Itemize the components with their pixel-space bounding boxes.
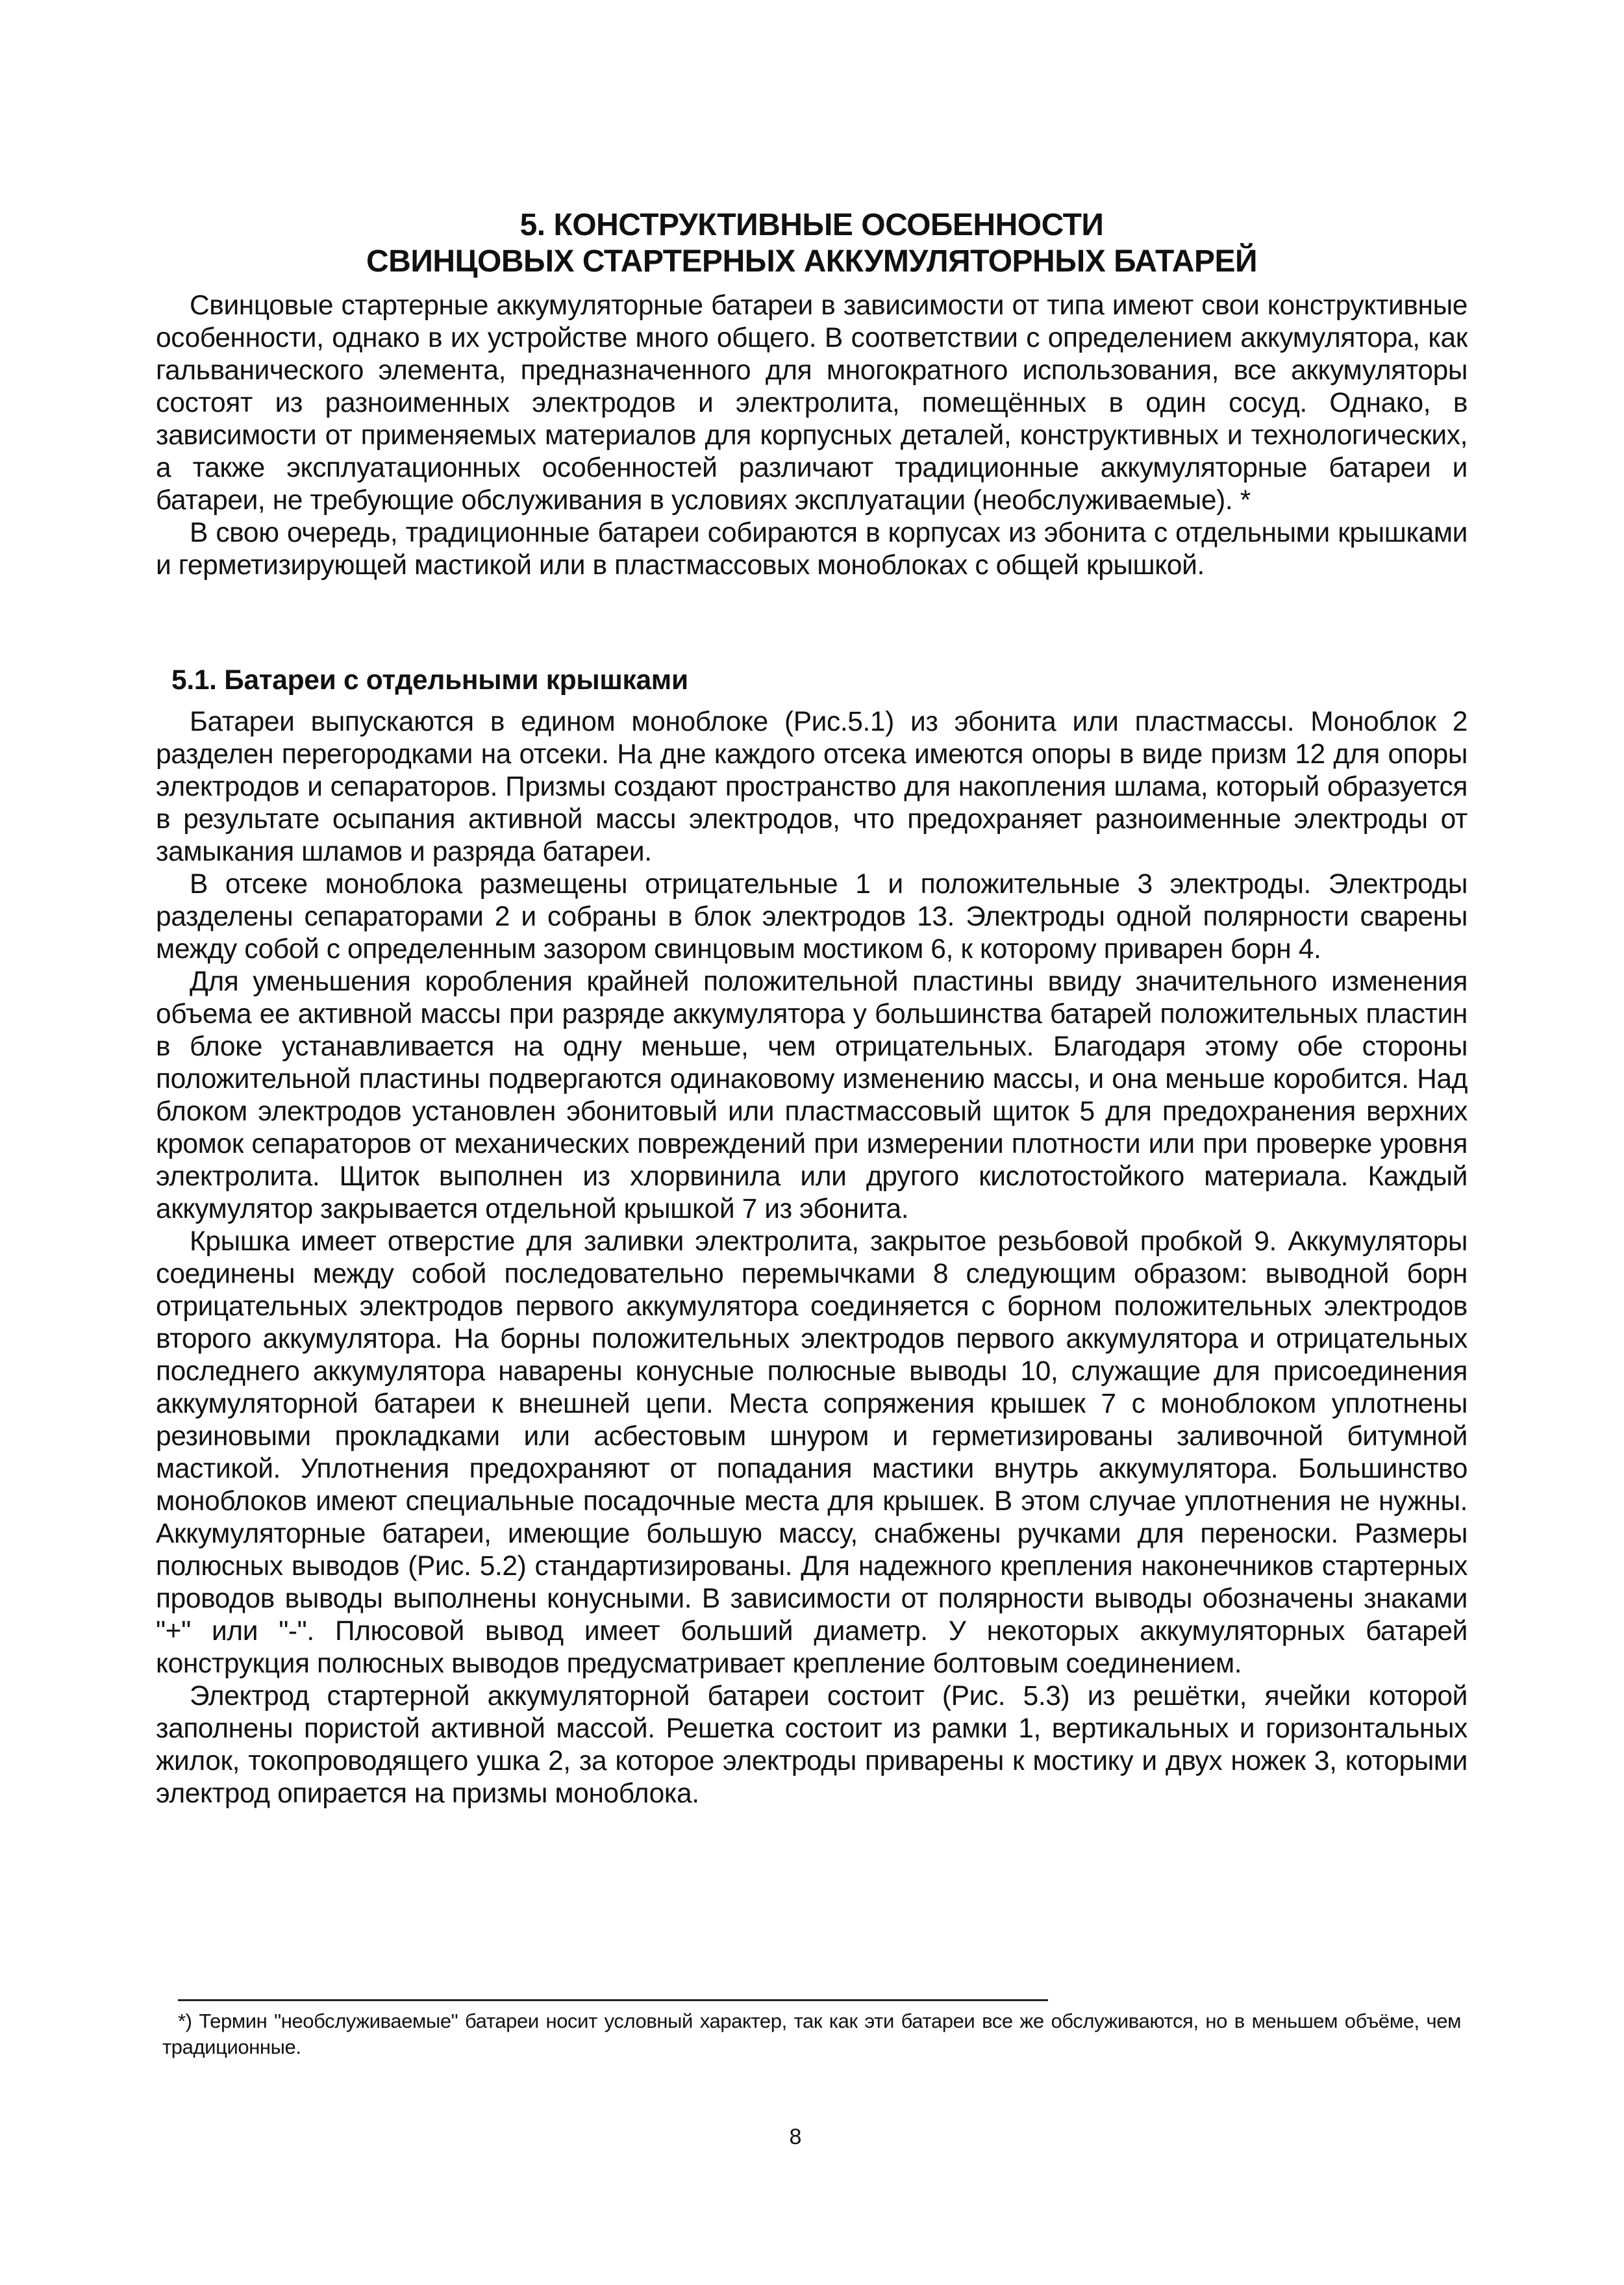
footnote-divider <box>178 1999 1048 2001</box>
section-5-1 <box>156 654 1468 1810</box>
paragraph: Батареи выпускаются в едином моноблоке (Рис.5.1) из эбонита или пластмассы. Моноблок 2 разделен перегородками на отсеки. На дне каждого отсека имеются опоры в виде призм 12 для опоры электродов и сепараторов. Призмы создают пространство для накопления шлама, который образуется в результате осыпания активной массы электродов, что предохраняет разноименные электроды от замыкания шламов и разряда батареи. <box>156 707 1468 867</box>
intro-text <box>156 290 1468 582</box>
chapter-title-line-2: СВИНЦОВЫХ СТАРТЕРНЫХ АККУМУЛЯТОРНЫХ БАТАРЕЙ <box>366 244 1257 279</box>
paragraph: В отсеке моноблока размещены отрицательные 1 и положительные 3 электроды. Электроды разделены сепараторами 2 и собраны в блок электродов 13. Электроды одной полярности сварены между собой с определенным зазором свинцовым мостиком 6, к которому приварен борн 4. <box>156 869 1468 965</box>
paragraph: Для уменьшения коробления крайней положительной пластины ввиду значительного изменения объема ее активной массы при разряде аккумулятора у большинства батарей положительных пластин в блоке устанавливается на одну меньше, чем отрицательных. Благодаря этому обе стороны положительной пластины подвергаются одинаковому изменению массы, и она меньше коробится. Над блоком электродов установлен эбонитовый или пластмассовый щиток 5 для предохранения верхних кромок сепараторов от механических повреждений при измерении плотности или при проверке уровня электролита. Щиток выполнен из хлорвинила или другого кислотостойкого материала. Каждый аккумулятор закрывается отдельной крышкой 7 из эбонита. <box>156 966 1468 1224</box>
footnote: *) Термин "необслуживаемые" батареи носит условный характер, так как эти батареи все же обслуживаются, но в меньшем объёме, чем традиционные. <box>162 2010 1461 2058</box>
section-heading: 5.1. Батареи с отдельными крышками <box>171 665 688 696</box>
paragraph: Крышка имеет отверстие для заливки электролита, закрытое резьбовой пробкой 9. Аккумуляторы соединены между собой последовательно перемычками 8 следующим образом: выводной борн отрицательных электродов первого аккумулятора соединяется с борном положительных электродов второго аккумулятора. На борны положительных электродов первого аккумулятора и отрицательных последнего аккумулятора наварены конусные полюсные выводы 10, служащие для присоединения аккумуляторной батареи к внешней цепи. Места сопряжения крышек 7 с моноблоком уплотнены резиновыми прокладками или асбестовым шнуром и герметизированы заливочной битумной мастикой. Уплотнения предохраняют от попадания мастики внутрь аккумулятора. Большинство моноблоков имеют специальные посадочные места для крышек. В этом случае уплотнения не нужны. Аккумуляторные батареи, имеющие большую массу, снабжены ручками для переноски. Размеры полюсных выводов (Рис. 5.2) стандартизированы. Для надежного крепления наконечников стартерных проводов выводы выполнены конусными. В зависимости от полярности выводы обозначены знаками "+" или "-". Плюсовой вывод имеет больший диаметр. У некоторых аккумуляторных батарей конструкция полюсных выводов предусматривает крепление болтовым соединением. <box>156 1226 1468 1679</box>
page-number: 8 <box>789 2125 802 2149</box>
paragraph: Электрод стартерной аккумуляторной батареи состоит (Рис. 5.3) из решётки, ячейки которой заполнены пористой активной массой. Решетка состоит из рамки 1, вертикальных и горизонтальных жилок, токопроводящего ушка 2, за которое электроды приварены к мостику и двух ножек 3, которыми электрод опирается на призмы моноблока. <box>156 1681 1468 1809</box>
paragraph: Свинцовые стартерные аккумуляторные батареи в зависимости от типа имеют свои конструктивные особенности, однако в их устройстве много общего. В соответствии с определением аккумулятора, как гальванического элемента, предназначенного для многократного использования, все аккумуляторы состоят из разноименных электродов и электролита, помещённых в один сосуд. Однако, в зависимости от применяемых материалов для корпусных деталей, конструктивных и технологических, а также эксплуатационных особенностей различают традиционные аккумуляторные батареи и батареи, не требующие обслуживания в условиях эксплуатации (необслуживаемые). * <box>156 290 1468 516</box>
chapter-title-line-1: 5. КОНСТРУКТИВНЫЕ ОСОБЕННОСТИ <box>519 208 1104 242</box>
paragraph: В свою очередь, традиционные батареи собираются в корпусах из эбонита с отдельными крышками и герметизирующей мастикой или в пластмассовых моноблоках с общей крышкой. <box>156 518 1468 581</box>
